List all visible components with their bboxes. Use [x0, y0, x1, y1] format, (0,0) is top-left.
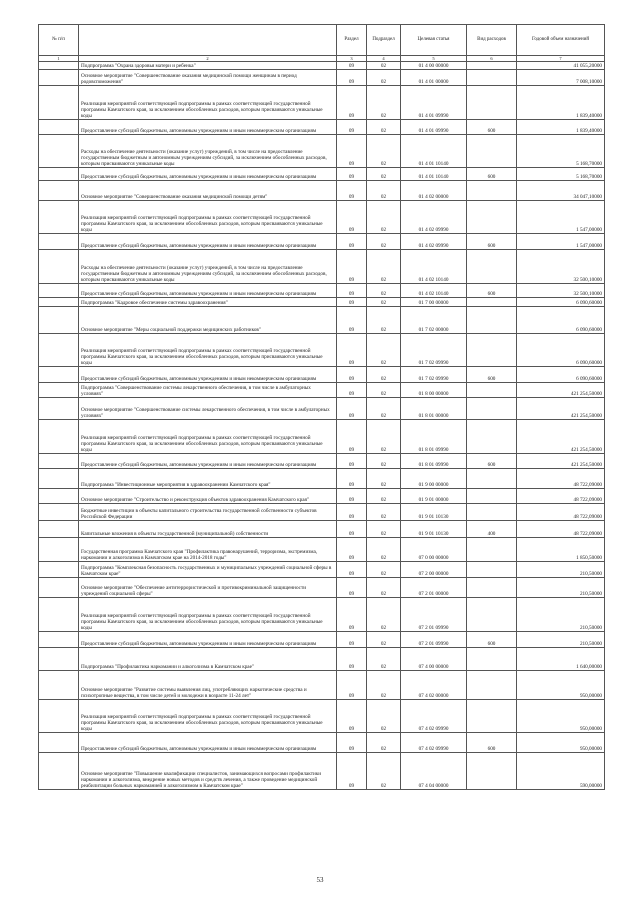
cell-rz: 09 — [337, 62, 367, 70]
cell-csr: 01 4 01 10140 — [401, 135, 467, 168]
col-header-csr: Целевая статья — [401, 25, 467, 56]
cell-vr — [467, 135, 517, 168]
cell-rz: 09 — [337, 562, 367, 578]
cell-sum: 6 090,60000 — [517, 334, 605, 367]
cell-prz: 02 — [367, 234, 401, 250]
cell-vr: 600 — [467, 632, 517, 648]
cell-name: Подпрограмма "Совершенствование системы лекарственного обеспечения, в том числе в амбулаторных условиях" — [79, 383, 337, 398]
cell-sum: 6 090,60000 — [517, 307, 605, 334]
cell-num — [39, 70, 79, 86]
table-row — [39, 398, 605, 420]
cell-csr: 01 9 01 10130 — [401, 521, 467, 538]
cell-name: Предоставление субсидий бюджетным, автономным учреждениям и иным некоммерческим организациям — [79, 367, 337, 383]
cell-rz: 09 — [337, 383, 367, 398]
table-body — [39, 62, 605, 790]
table-row — [39, 753, 605, 790]
cell-rz: 09 — [337, 420, 367, 454]
cell-vr — [467, 298, 517, 307]
cell-sum: 1 839,40000 — [517, 120, 605, 135]
cell-sum: 210,50000 — [517, 598, 605, 632]
cell-num — [39, 234, 79, 250]
cell-vr — [467, 753, 517, 790]
cell-sum: 421 254,50000 — [517, 383, 605, 398]
table-row — [39, 469, 605, 489]
cell-num — [39, 62, 79, 70]
cell-vr: 600 — [467, 284, 517, 298]
cell-sum: 48 722,09000 — [517, 469, 605, 489]
cell-vr — [467, 201, 517, 234]
table-row — [39, 70, 605, 86]
cell-sum: 32 500,10000 — [517, 284, 605, 298]
cell-num — [39, 135, 79, 168]
cell-rz: 09 — [337, 489, 367, 504]
col-header-sum: Годовой объем назначений — [517, 25, 605, 56]
table-row — [39, 489, 605, 504]
table-row — [39, 632, 605, 648]
cell-rz: 09 — [337, 250, 367, 284]
cell-num — [39, 168, 79, 181]
cell-name: Основное мероприятие "Строительство и реконструкция объектов здравоохранения Камчатского края" — [79, 489, 337, 504]
cell-rz: 09 — [337, 671, 367, 700]
cell-vr — [467, 250, 517, 284]
table-row — [39, 135, 605, 168]
cell-sum: 950,00000 — [517, 733, 605, 753]
cell-sum: 1 839,40000 — [517, 86, 605, 120]
cell-prz: 02 — [367, 469, 401, 489]
cell-rz: 09 — [337, 733, 367, 753]
cell-name: Подпрограмма "Комплексная безопасность государственных и муниципальных учреждений социальной сферы в Камчатском крае" — [79, 562, 337, 578]
cell-name: Реализация мероприятий соответствующей подпрограммы в рамках соответствующей государственной программы Камчатского края, за исключением обособленных расходов, которым присваиваются уникальные коды — [79, 420, 337, 454]
cell-sum: 210,50000 — [517, 562, 605, 578]
cell-rz: 09 — [337, 598, 367, 632]
cell-name: Основное мероприятие "Развитие системы выявления лиц, употребляющих наркотические средства и психотропные вещества, в том числе детей и молодежи в возрасте 11-24 лет" — [79, 671, 337, 700]
cell-csr: 01 8 01 09990 — [401, 420, 467, 454]
cell-vr: 600 — [467, 367, 517, 383]
cell-vr — [467, 469, 517, 489]
cell-name: Реализация мероприятий соответствующей подпрограммы в рамках соответствующей государственной программы Камчатского края, за исключением обособленных расходов, которым присваиваются уникальные коды — [79, 201, 337, 234]
cell-vr — [467, 598, 517, 632]
table-row — [39, 578, 605, 598]
cell-prz: 02 — [367, 135, 401, 168]
cell-prz: 02 — [367, 504, 401, 521]
cell-csr: 01 9 01 00000 — [401, 489, 467, 504]
cell-rz: 09 — [337, 86, 367, 120]
col-header-rz: Раздел — [337, 25, 367, 56]
cell-csr: 01 4 02 00000 — [401, 181, 467, 201]
table-row — [39, 86, 605, 120]
table-row — [39, 250, 605, 284]
cell-csr: 01 4 02 10140 — [401, 284, 467, 298]
table-row — [39, 62, 605, 70]
cell-csr: 01 8 01 00000 — [401, 398, 467, 420]
column-number: 3 — [337, 56, 367, 62]
cell-csr: 07 4 02 00000 — [401, 671, 467, 700]
cell-csr: 07 2 01 09990 — [401, 632, 467, 648]
cell-rz: 09 — [337, 632, 367, 648]
cell-rz: 09 — [337, 307, 367, 334]
cell-csr: 01 9 01 10130 — [401, 504, 467, 521]
cell-vr: 600 — [467, 454, 517, 469]
cell-num — [39, 181, 79, 201]
cell-prz: 02 — [367, 733, 401, 753]
table-row — [39, 383, 605, 398]
cell-rz: 09 — [337, 648, 367, 671]
cell-prz: 02 — [367, 700, 401, 733]
cell-sum: 210,50000 — [517, 578, 605, 598]
cell-num — [39, 86, 79, 120]
cell-prz: 02 — [367, 284, 401, 298]
cell-name: Предоставление субсидий бюджетным, автономным учреждениям и иным некоммерческим организациям — [79, 234, 337, 250]
cell-sum: 590,00000 — [517, 753, 605, 790]
cell-name: Капитальные вложения в объекты государственной (муниципальной) собственности — [79, 521, 337, 538]
cell-num — [39, 298, 79, 307]
cell-rz: 09 — [337, 367, 367, 383]
cell-name: Бюджетные инвестиции в объекты капитального строительства государственной собственности субъектов Российской Федерации — [79, 504, 337, 521]
cell-name: Основное мероприятие "Совершенствование оказания медицинской помощи детям" — [79, 181, 337, 201]
cell-sum: 1 640,00000 — [517, 648, 605, 671]
cell-rz: 09 — [337, 168, 367, 181]
cell-name: Расходы на обеспечение деятельности (оказание услуг) учреждений, в том числе на предоставление государственным бюджетным и автономным учреждениям субсидий, за исключением обособленных расходов, которым присваиваются уникальные коды — [79, 135, 337, 168]
table-row — [39, 181, 605, 201]
cell-sum: 6 090,60000 — [517, 367, 605, 383]
table-row — [39, 521, 605, 538]
cell-num — [39, 598, 79, 632]
cell-rz: 09 — [337, 334, 367, 367]
cell-num — [39, 562, 79, 578]
cell-prz: 02 — [367, 598, 401, 632]
cell-name: Расходы на обеспечение деятельности (оказание услуг) учреждений, в том числе на предоставление государственным бюджетным и автономным учреждениям субсидий, за исключением обособленных расходов, которым присваиваются уникальные коды — [79, 250, 337, 284]
cell-num — [39, 469, 79, 489]
cell-vr — [467, 334, 517, 367]
cell-sum: 1 547,00000 — [517, 201, 605, 234]
col-header-name — [79, 25, 337, 56]
cell-name: Основное мероприятие "Обеспечение антитеррористической и противокриминальной защищенности учреждений социальной сферы" — [79, 578, 337, 598]
cell-sum: 5 168,70000 — [517, 135, 605, 168]
cell-sum: 48 722,09000 — [517, 489, 605, 504]
table-row — [39, 700, 605, 733]
cell-csr: 01 7 02 00000 — [401, 307, 467, 334]
cell-rz: 09 — [337, 521, 367, 538]
table-row — [39, 454, 605, 469]
cell-sum: 32 500,10000 — [517, 250, 605, 284]
cell-vr: 400 — [467, 521, 517, 538]
cell-rz: 09 — [337, 469, 367, 489]
cell-sum: 210,50000 — [517, 632, 605, 648]
cell-csr: 01 4 01 09990 — [401, 120, 467, 135]
col-header-vr: Вид расходов — [467, 25, 517, 56]
table-row — [39, 733, 605, 753]
cell-sum: 41 055,20000 — [517, 62, 605, 70]
cell-num — [39, 632, 79, 648]
column-number: 6 — [467, 56, 517, 62]
cell-prz: 02 — [367, 70, 401, 86]
cell-num — [39, 648, 79, 671]
cell-csr: 01 4 01 10140 — [401, 168, 467, 181]
col-header-prz: Подраздел — [367, 25, 401, 56]
cell-num — [39, 120, 79, 135]
cell-vr — [467, 562, 517, 578]
cell-prz: 02 — [367, 201, 401, 234]
cell-vr: 600 — [467, 168, 517, 181]
table-row — [39, 234, 605, 250]
cell-num — [39, 538, 79, 562]
cell-name: Основное мероприятие "Повышение квалификации специалистов, занимающихся вопросами профилактики наркомании и алкоголизма, внедрение новых методов и средств лечения, а также проведение медицинской реабилитации больных наркоманией и алкоголизмом в Камчатском крае" — [79, 753, 337, 790]
cell-num — [39, 383, 79, 398]
cell-prz: 02 — [367, 307, 401, 334]
cell-sum: 5 168,70000 — [517, 168, 605, 181]
cell-csr: 07 4 02 09990 — [401, 733, 467, 753]
cell-prz: 02 — [367, 181, 401, 201]
cell-csr: 01 4 01 00000 — [401, 70, 467, 86]
cell-name: Предоставление субсидий бюджетным, автономным учреждениям и иным некоммерческим организациям — [79, 120, 337, 135]
table-row — [39, 298, 605, 307]
cell-csr: 07 2 01 00000 — [401, 578, 467, 598]
cell-prz: 02 — [367, 489, 401, 504]
cell-csr: 01 4 02 10140 — [401, 250, 467, 284]
cell-csr: 07 4 02 09990 — [401, 700, 467, 733]
cell-prz: 02 — [367, 334, 401, 367]
cell-vr — [467, 70, 517, 86]
cell-name: Предоставление субсидий бюджетным, автономным учреждениям и иным некоммерческим организациям — [79, 632, 337, 648]
cell-sum: 34 047,10000 — [517, 181, 605, 201]
table-row — [39, 504, 605, 521]
cell-sum: 7 008,10000 — [517, 70, 605, 86]
cell-prz: 02 — [367, 420, 401, 454]
cell-rz: 09 — [337, 753, 367, 790]
page-number: 53 — [316, 876, 324, 884]
cell-rz: 09 — [337, 700, 367, 733]
cell-csr: 01 7 00 00000 — [401, 298, 467, 307]
cell-rz: 09 — [337, 538, 367, 562]
cell-vr — [467, 504, 517, 521]
cell-rz: 09 — [337, 504, 367, 521]
cell-rz: 09 — [337, 398, 367, 420]
cell-name: Реализация мероприятий соответствующей подпрограммы в рамках соответствующей государственной программы Камчатского края, за исключением обособленных расходов, которым присваиваются уникальные коды — [79, 86, 337, 120]
table-row — [39, 284, 605, 298]
cell-prz: 02 — [367, 521, 401, 538]
document-page — [38, 24, 604, 790]
cell-num — [39, 307, 79, 334]
table-row — [39, 367, 605, 383]
cell-num — [39, 201, 79, 234]
cell-num — [39, 284, 79, 298]
cell-num — [39, 398, 79, 420]
cell-vr — [467, 307, 517, 334]
cell-sum: 421 254,50000 — [517, 398, 605, 420]
cell-rz: 09 — [337, 234, 367, 250]
cell-csr: 01 4 02 09990 — [401, 234, 467, 250]
table-row — [39, 538, 605, 562]
col-header-num: № п/п — [39, 25, 79, 56]
cell-vr — [467, 181, 517, 201]
cell-num — [39, 334, 79, 367]
cell-num — [39, 489, 79, 504]
budget-table — [38, 24, 605, 790]
cell-name: Предоставление субсидий бюджетным, автономным учреждениям и иным некоммерческим организациям — [79, 454, 337, 469]
cell-num — [39, 671, 79, 700]
table-row — [39, 420, 605, 454]
cell-prz: 02 — [367, 383, 401, 398]
cell-prz: 02 — [367, 632, 401, 648]
cell-vr — [467, 86, 517, 120]
cell-name: Подпрограмма "Охрана здоровья матери и ребенка" — [79, 62, 337, 70]
table-header-row — [39, 25, 605, 56]
table-row — [39, 598, 605, 632]
column-number: 1 — [39, 56, 79, 62]
cell-rz: 09 — [337, 135, 367, 168]
cell-rz: 09 — [337, 578, 367, 598]
cell-prz: 02 — [367, 753, 401, 790]
cell-num — [39, 700, 79, 733]
cell-vr: 600 — [467, 733, 517, 753]
cell-prz: 02 — [367, 62, 401, 70]
cell-rz: 09 — [337, 298, 367, 307]
cell-prz: 02 — [367, 562, 401, 578]
cell-vr — [467, 578, 517, 598]
table-row — [39, 307, 605, 334]
cell-name: Основное мероприятие "Меры социальной поддержки медицинских работников" — [79, 307, 337, 334]
cell-csr: 07 0 00 00000 — [401, 538, 467, 562]
cell-vr — [467, 383, 517, 398]
table-row — [39, 168, 605, 181]
cell-prz: 02 — [367, 648, 401, 671]
cell-sum: 1 547,00000 — [517, 234, 605, 250]
cell-name: Предоставление субсидий бюджетным, автономным учреждениям и иным некоммерческим организациям — [79, 168, 337, 181]
cell-name: Реализация мероприятий соответствующей подпрограммы в рамках соответствующей государственной программы Камчатского края, за исключением обособленных расходов, которым присваиваются уникальные коды — [79, 598, 337, 632]
cell-csr: 07 2 01 09990 — [401, 598, 467, 632]
cell-name: Реализация мероприятий соответствующей подпрограммы в рамках соответствующей государственной программы Камчатского края, за исключением обособленных расходов, которым присваиваются уникальные коды — [79, 334, 337, 367]
cell-sum: 950,00000 — [517, 700, 605, 733]
column-number: 7 — [517, 56, 605, 62]
cell-name: Предоставление субсидий бюджетным, автономным учреждениям и иным некоммерческим организациям — [79, 284, 337, 298]
cell-rz: 09 — [337, 120, 367, 135]
cell-vr — [467, 671, 517, 700]
cell-name: Основное мероприятие "Совершенствование оказания медицинской помощи женщинам в период родовспоможения" — [79, 70, 337, 86]
cell-prz: 02 — [367, 168, 401, 181]
cell-vr — [467, 420, 517, 454]
column-number: 2 — [79, 56, 337, 62]
cell-vr — [467, 62, 517, 70]
cell-sum: 48 722,09000 — [517, 521, 605, 538]
cell-csr: 07 4 00 00000 — [401, 648, 467, 671]
cell-csr: 01 8 01 09990 — [401, 454, 467, 469]
cell-prz: 02 — [367, 454, 401, 469]
cell-csr: 01 8 00 00000 — [401, 383, 467, 398]
cell-name: Предоставление субсидий бюджетным, автономным учреждениям и иным некоммерческим организациям — [79, 733, 337, 753]
cell-name: Подпрограмма "Инвестиционные мероприятия в здравоохранении Камчатского края" — [79, 469, 337, 489]
cell-name: Подпрограмма "Кадровое обеспечение системы здравоохранения" — [79, 298, 337, 307]
cell-sum: 6 090,60000 — [517, 298, 605, 307]
cell-sum: 48 722,09000 — [517, 504, 605, 521]
cell-num — [39, 578, 79, 598]
cell-name: Реализация мероприятий соответствующей подпрограммы в рамках соответствующей государственной программы Камчатского края, за исключением обособленных расходов, которым присваиваются уникальные коды — [79, 700, 337, 733]
cell-num — [39, 753, 79, 790]
cell-prz: 02 — [367, 120, 401, 135]
cell-vr — [467, 398, 517, 420]
table-row — [39, 334, 605, 367]
cell-csr: 01 9 00 00000 — [401, 469, 467, 489]
cell-vr — [467, 700, 517, 733]
cell-rz: 09 — [337, 201, 367, 234]
cell-rz: 09 — [337, 181, 367, 201]
cell-num — [39, 454, 79, 469]
cell-prz: 02 — [367, 671, 401, 700]
cell-vr: 600 — [467, 234, 517, 250]
cell-csr: 01 4 02 09990 — [401, 201, 467, 234]
cell-prz: 02 — [367, 86, 401, 120]
column-number: 4 — [367, 56, 401, 62]
cell-rz: 09 — [337, 70, 367, 86]
cell-prz: 02 — [367, 367, 401, 383]
cell-num — [39, 504, 79, 521]
cell-csr: 01 4 01 09990 — [401, 86, 467, 120]
cell-vr — [467, 648, 517, 671]
cell-sum: 1 850,50000 — [517, 538, 605, 562]
cell-name: Основное мероприятие "Совершенствование системы лекарственного обеспечения, в том числе в амбулаторных условиях" — [79, 398, 337, 420]
cell-num — [39, 420, 79, 454]
column-number: 5 — [401, 56, 467, 62]
cell-prz: 02 — [367, 250, 401, 284]
cell-prz: 02 — [367, 538, 401, 562]
cell-num — [39, 733, 79, 753]
table-row — [39, 562, 605, 578]
table-row — [39, 120, 605, 135]
cell-csr: 07 4 04 00000 — [401, 753, 467, 790]
cell-num — [39, 367, 79, 383]
cell-csr: 01 4 00 00000 — [401, 62, 467, 70]
cell-csr: 07 2 00 00000 — [401, 562, 467, 578]
table-row — [39, 201, 605, 234]
cell-csr: 01 7 02 09990 — [401, 367, 467, 383]
cell-prz: 02 — [367, 398, 401, 420]
cell-rz: 09 — [337, 284, 367, 298]
table-row — [39, 648, 605, 671]
table-row — [39, 671, 605, 700]
cell-sum: 421 254,50000 — [517, 420, 605, 454]
cell-name: Государственная программа Камчатского края "Профилактика правонарушений, терроризма, экстремизма, наркомании и алкоголизма в Камчатском крае на 2014-2018 годы" — [79, 538, 337, 562]
cell-rz: 09 — [337, 454, 367, 469]
cell-vr — [467, 489, 517, 504]
cell-vr — [467, 538, 517, 562]
cell-sum: 421 254,50000 — [517, 454, 605, 469]
cell-vr: 600 — [467, 120, 517, 135]
cell-name: Подпрограмма "Профилактика наркомании и алкоголизма в Камчатском крае" — [79, 648, 337, 671]
cell-num — [39, 521, 79, 538]
cell-csr: 01 7 02 09990 — [401, 334, 467, 367]
cell-sum: 950,00000 — [517, 671, 605, 700]
cell-prz: 02 — [367, 298, 401, 307]
cell-num — [39, 250, 79, 284]
cell-prz: 02 — [367, 578, 401, 598]
